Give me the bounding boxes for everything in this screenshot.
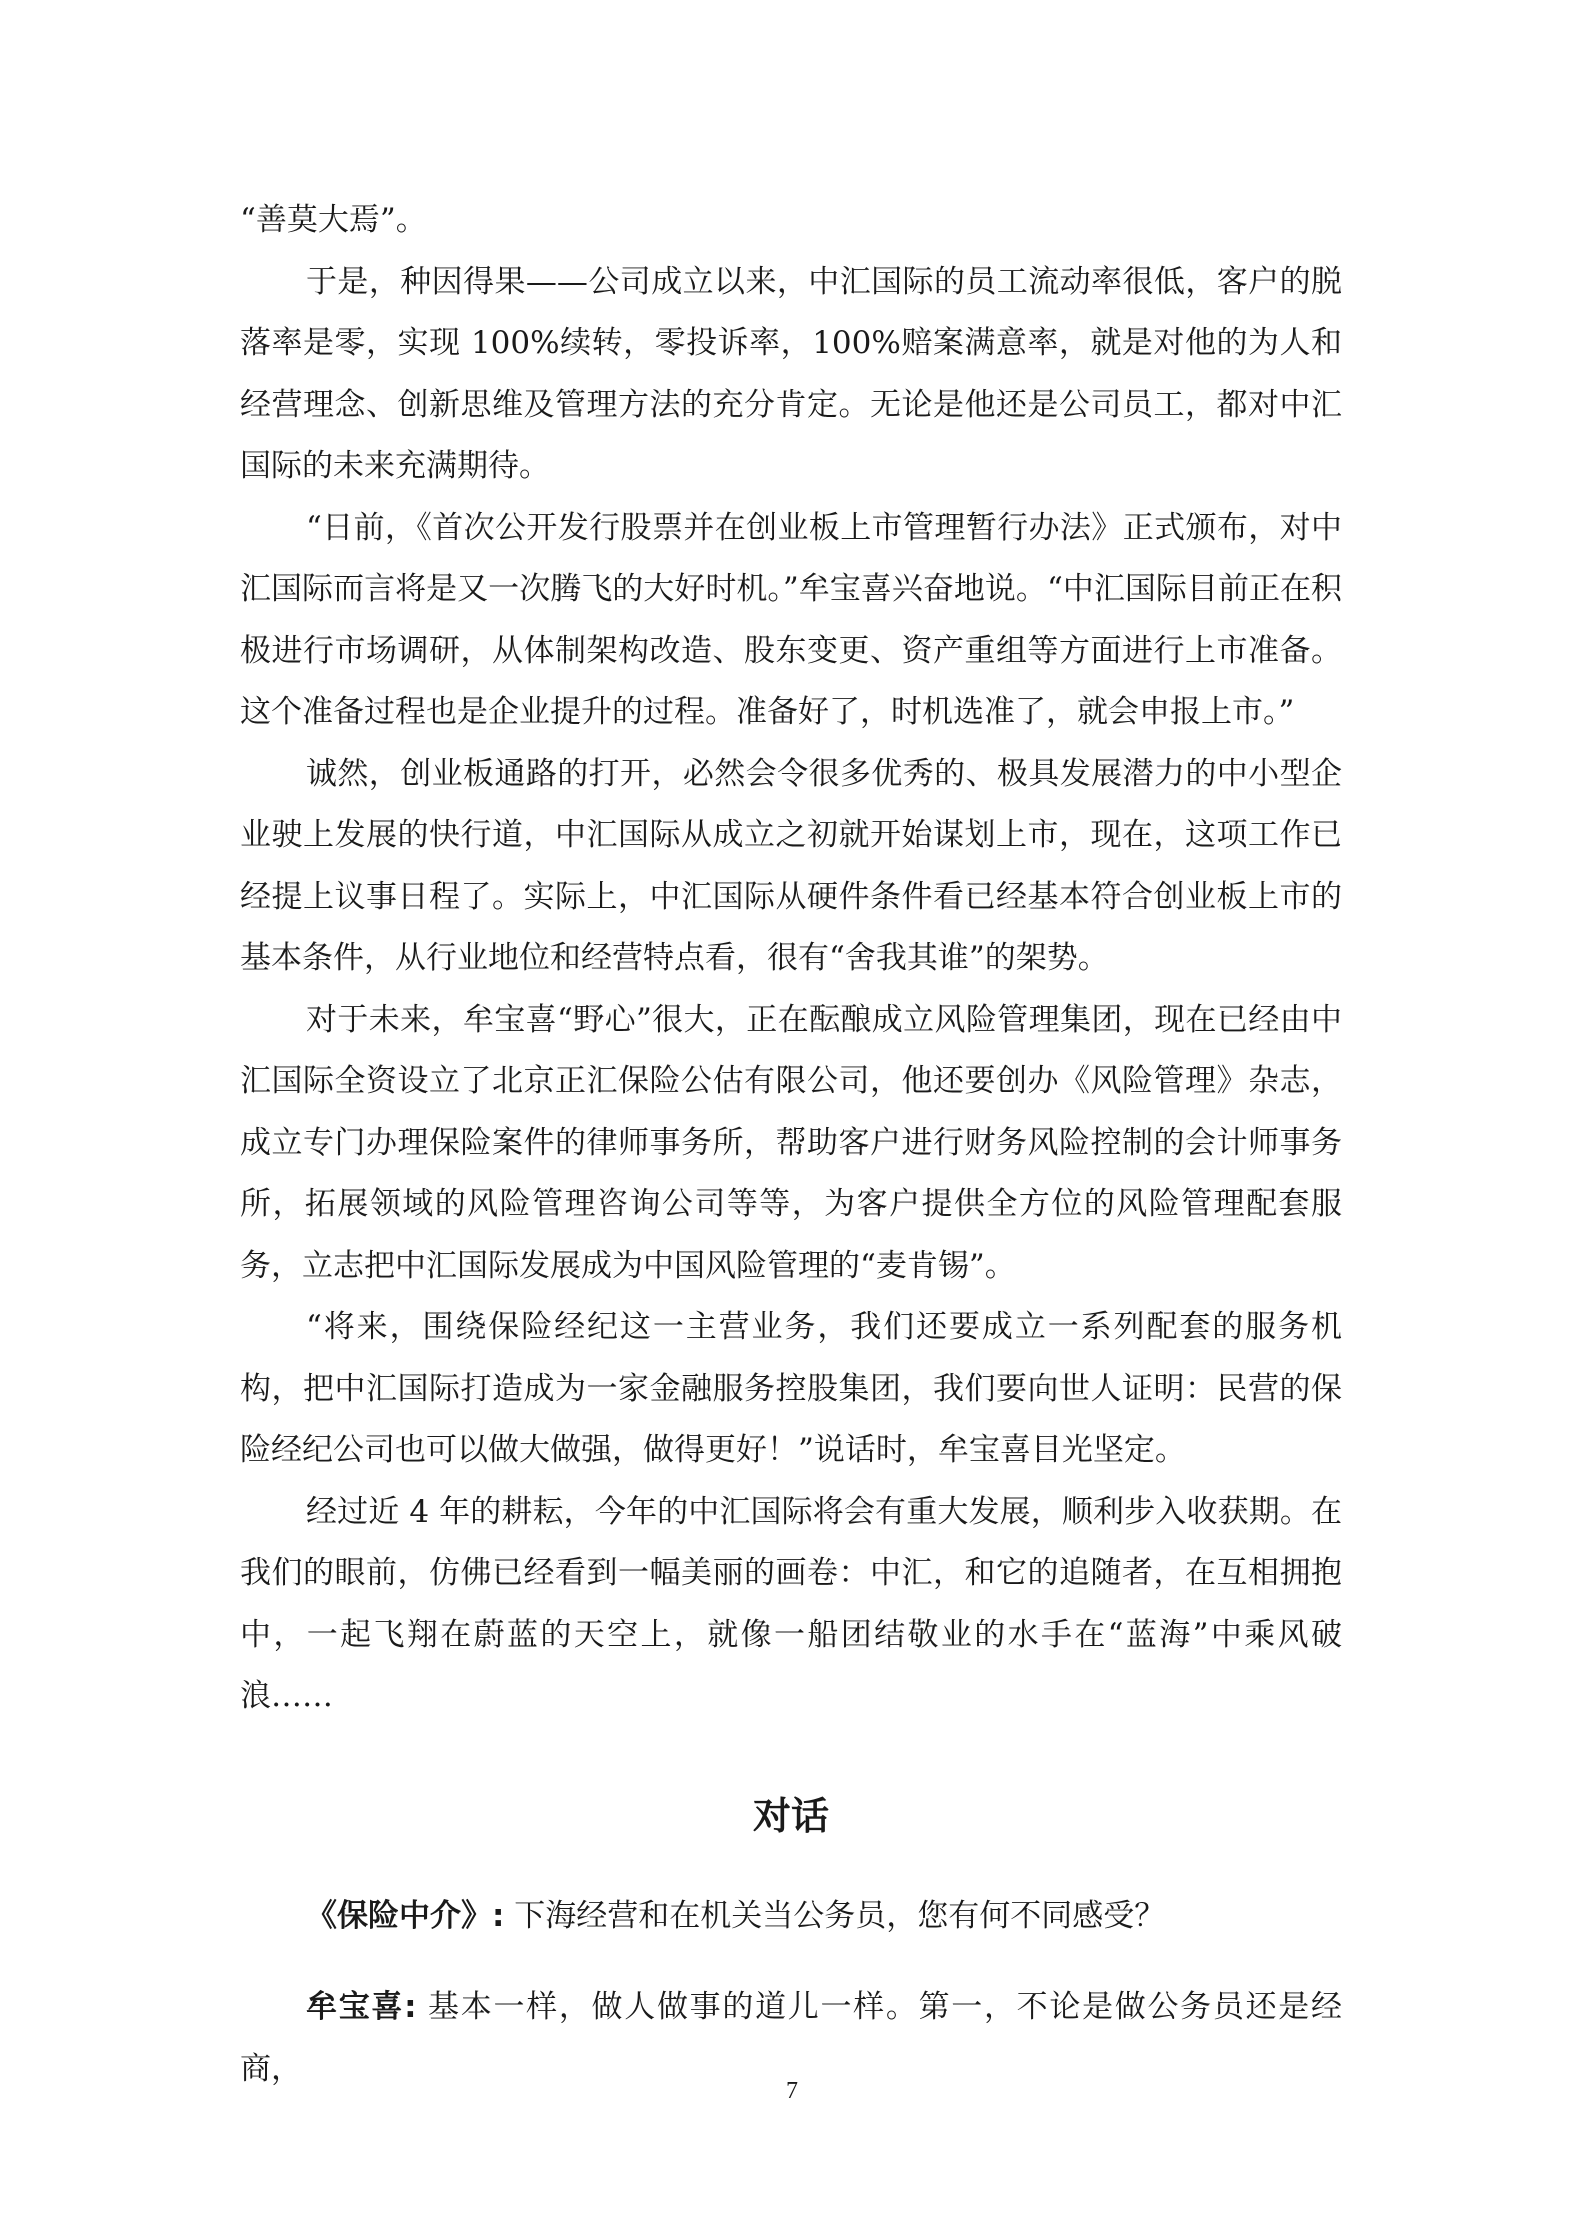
paragraph-2: 于是，种因得果——公司成立以来，中汇国际的员工流动率很低，客户的脱落率是零，实现 100%续转，零投诉率，100%赔案满意率，就是对他的为人和经营理念、创新思维及管理方法的充分肯定。无论是他还是公司员工，都对中汇国际的未来充满期待。 bbox=[240, 263, 1342, 484]
section-title: 对话 bbox=[752, 1793, 829, 1838]
dialogue-speaker-interviewer: 《保险中介》: bbox=[306, 1897, 505, 1934]
dialogue-question bbox=[240, 1886, 1342, 1948]
paragraph-4: 诚然，创业板通路的打开，必然会令很多优秀的、极具发展潜力的中小型企业驶上发展的快行道，中汇国际从成立之初就开始谋划上市，现在，这项工作已经提上议事日程了。实际上，中汇国际从硬件条件看已经基本符合创业板上市的基本条件，从行业地位和经营特点看，很有“舍我其谁”的架势。 bbox=[240, 755, 1342, 976]
paragraph-1: “善莫大焉”。 bbox=[240, 202, 427, 238]
page-number: 7 bbox=[786, 2078, 798, 2104]
dialogue-question-text: 下海经营和在机关当公务员，您有何不同感受？ bbox=[504, 1897, 1166, 1934]
dialogue-answer-text: 基本一样，做人做事的道儿一样。第一，不论是做公务员还是经商， bbox=[240, 1989, 1342, 2087]
paragraph-7: 经过近 4 年的耕耘，今年的中汇国际将会有重大发展，顺利步入收获期。在我们的眼前，仿佛已经看到一幅美丽的画卷：中汇，和它的追随者，在互相拥抱中，一起飞翔在蔚蓝的天空上，就像一船团结敬业的水手在“蓝海”中乘风破浪…… bbox=[240, 1493, 1342, 1714]
paragraph-6: “将来，围绕保险经纪这一主营业务，我们还要成立一系列配套的服务机构，把中汇国际打造成为一家金融服务控股集团，我们要向世人证明：民营的保险经纪公司也可以做大做强，做得更好！”说话时，牟宝喜目光坚定。 bbox=[240, 1309, 1342, 1468]
paragraph-3: “日前，《首次公开发行股票并在创业板上市管理暂行办法》正式颁布，对中汇国际而言将是又一次腾飞的大好时机。”牟宝喜兴奋地说。“中汇国际目前正在积极进行市场调研，从体制架构改造、股东变更、资产重组等方面进行上市准备。这个准备过程也是企业提升的过程。准备好了，时机选准了，就会申报上市。” bbox=[240, 509, 1342, 730]
paragraph-5: 对于未来，牟宝喜“野心”很大，正在酝酿成立风险管理集团，现在已经由中汇国际全资设立了北京正汇保险公估有限公司，他还要创办《风险管理》杂志，成立专门办理保险案件的律师事务所，帮助客户进行财务风险控制的会计师事务所，拓展领域的风险管理咨询公司等等，为客户提供全方位的风险管理配套服务，立志把中汇国际发展成为中国风险管理的“麦肯锡”。 bbox=[240, 1001, 1342, 1284]
page-body bbox=[240, 190, 1342, 2130]
dialogue-speaker-interviewee: 牟宝喜: bbox=[306, 1989, 417, 2025]
